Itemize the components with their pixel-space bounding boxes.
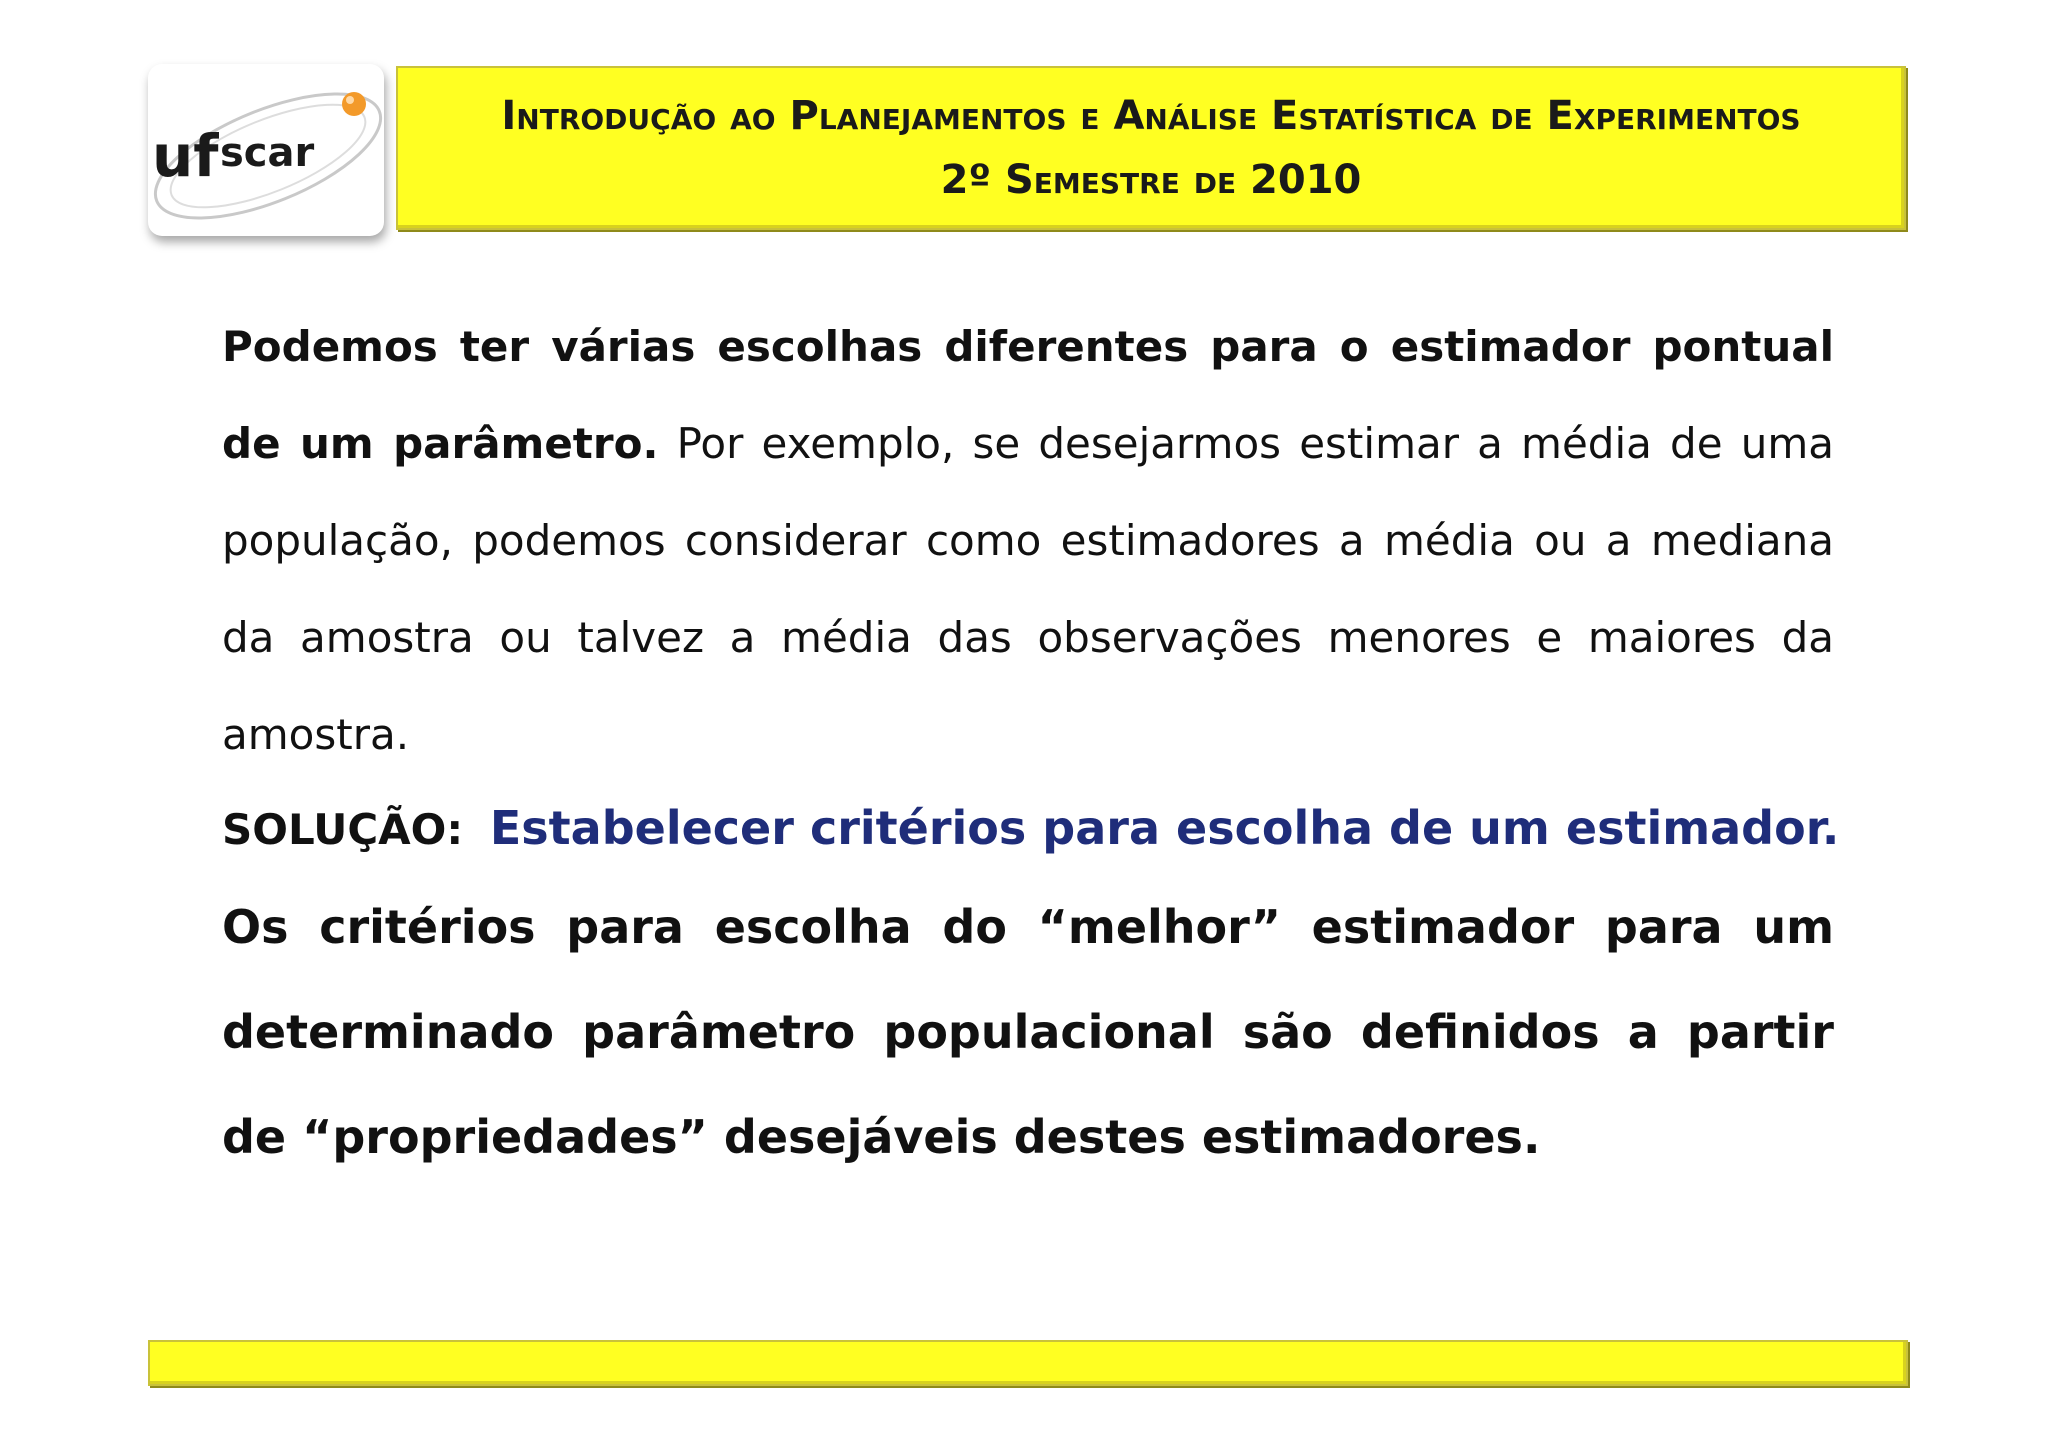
solution-text: Estabelecer critérios para escolha de um estimador.: [489, 801, 1840, 855]
header-banner: [396, 66, 1906, 230]
ufscar-logo: [148, 64, 384, 236]
paragraph-example-text: Por exemplo, se desejarmos estimar a média de uma população, podemos considerar como estimadores a média ou a mediana da amostra ou talvez a média das observações menores e maiores da amostra.: [222, 419, 1834, 759]
course-title: Introdução ao Planejamentos e Análise Estatística de Experimentos: [501, 93, 1801, 139]
solution-label: SOLUÇÃO:: [222, 805, 464, 854]
slide-content: [222, 298, 1840, 1190]
svg-text:scar: scar: [220, 130, 315, 176]
solution-line: [222, 783, 1840, 875]
paragraph-criteria: Os critérios para escolha do “melhor” estimador para um determinado parâmetro populacional são definidos a partir de “propriedades” desejáveis destes estimadores.: [222, 900, 1834, 1164]
semester-title: 2º Semestre de 2010: [940, 157, 1362, 203]
svg-text:uf: uf: [152, 122, 219, 190]
paragraph-lead-bold: Podemos ter várias escolhas diferentes para o estimador pontual de um parâmetro.: [222, 322, 1834, 468]
ufscar-logo-graphic: [148, 64, 384, 236]
footer-bar: [148, 1340, 1908, 1386]
paragraph-estimator-choices: [222, 298, 1834, 783]
